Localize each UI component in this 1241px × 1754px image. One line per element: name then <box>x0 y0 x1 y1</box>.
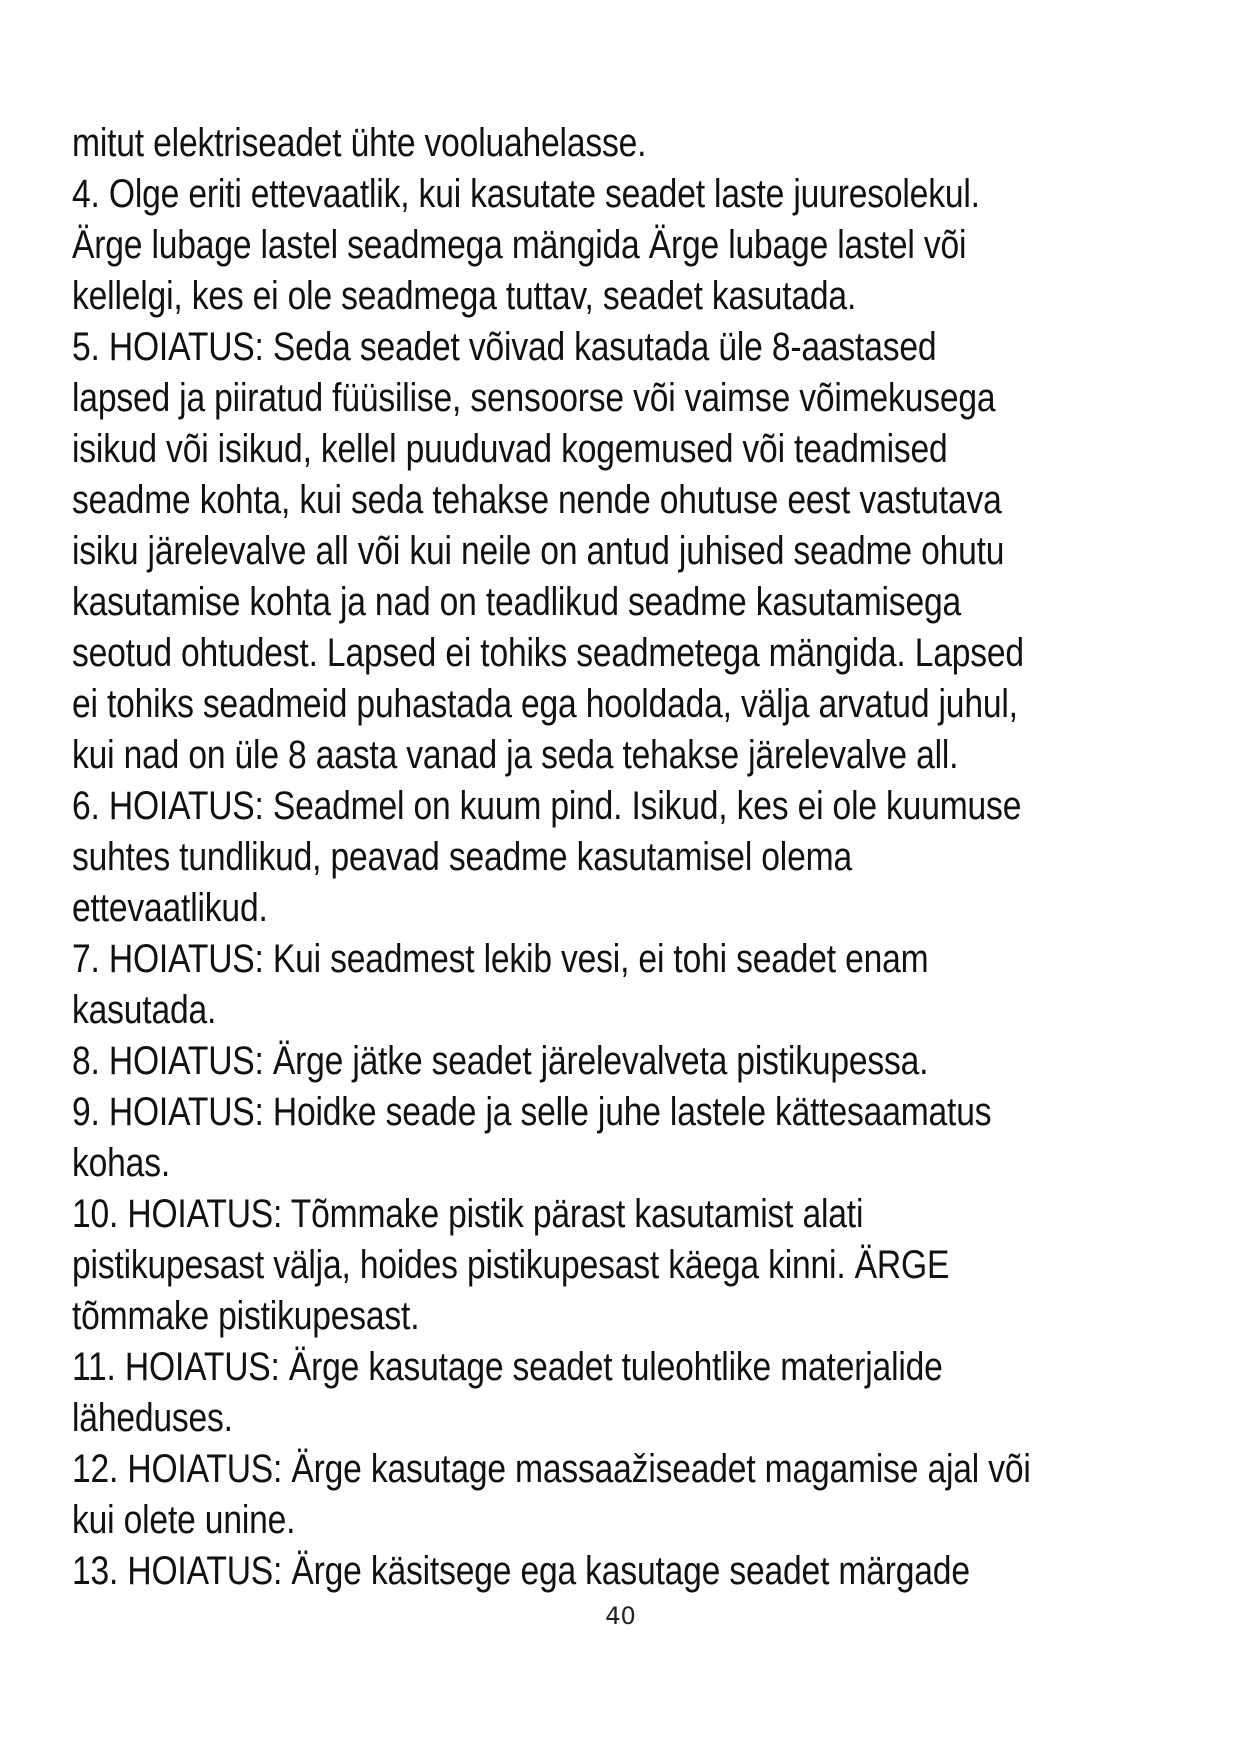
text-line: isiku järelevalve all või kui neile on antud juhised seadme ohutu <box>72 529 1005 573</box>
text-line: 9. HOIATUS: Hoidke seade ja selle juhe lastele kättesaamatus <box>72 1090 992 1134</box>
text-line: 6. HOIATUS: Seadmel on kuum pind. Isikud, kes ei ole kuumuse <box>72 784 1022 828</box>
text-line: ettevaatlikud. <box>72 886 268 930</box>
text-line: seotud ohtudest. Lapsed ei tohiks seadmetega mängida. Lapsed <box>72 631 1024 675</box>
text-line: mitut elektriseadet ühte vooluahelasse. <box>72 121 647 165</box>
text-line: kasutada. <box>72 988 217 1032</box>
text-line: kohas. <box>72 1141 170 1185</box>
body-text <box>72 118 1152 1597</box>
text-line: ei tohiks seadmeid puhastada ega hooldada, välja arvatud juhul, <box>72 682 1018 726</box>
text-line: seadme kohta, kui seda tehakse nende ohutuse eest vastutava <box>72 478 1002 522</box>
text-line: isikud või isikud, kellel puuduvad kogemused või teadmised <box>72 427 948 471</box>
text-line: kui nad on üle 8 aasta vanad ja seda tehakse järelevalve all. <box>72 733 959 777</box>
text-line: kasutamise kohta ja nad on teadlikud seadme kasutamisega <box>72 580 962 624</box>
text-line: 4. Olge eriti ettevaatlik, kui kasutate seadet laste juuresolekul. <box>72 172 980 216</box>
text-line: kellelgi, kes ei ole seadmega tuttav, seadet kasutada. <box>72 274 857 318</box>
text-line: tõmmake pistikupesast. <box>72 1294 420 1338</box>
text-line: 5. HOIATUS: Seda seadet võivad kasutada üle 8-aastased <box>72 325 937 369</box>
text-line: 7. HOIATUS: Kui seadmest lekib vesi, ei tohi seadet enam <box>72 937 929 981</box>
text-line: pistikupesast välja, hoides pistikupesast käega kinni. ÄRGE <box>72 1243 950 1287</box>
text-line: Ärge lubage lastel seadmega mängida Ärge lubage lastel või <box>72 223 967 267</box>
text-line: suhtes tundlikud, peavad seadme kasutamisel olema <box>72 835 852 879</box>
text-line: 12. HOIATUS: Ärge kasutage massaažiseadet magamise ajal või <box>72 1447 1031 1491</box>
text-line: 13. HOIATUS: Ärge käsitsege ega kasutage seadet märgade <box>72 1549 970 1593</box>
text-line: kui olete unine. <box>72 1498 296 1542</box>
text-line: lapsed ja piiratud füüsilise, sensoorse või vaimse võimekusega <box>72 376 996 420</box>
text-line: 11. HOIATUS: Ärge kasutage seadet tuleohtlike materjalide <box>72 1345 943 1389</box>
text-line: 10. HOIATUS: Tõmmake pistik pärast kasutamist alati <box>72 1192 864 1236</box>
text-line: 8. HOIATUS: Ärge jätke seadet järelevalveta pistikupessa. <box>72 1039 929 1083</box>
text-line: läheduses. <box>72 1396 233 1440</box>
page-number: 40 <box>605 1602 636 1630</box>
